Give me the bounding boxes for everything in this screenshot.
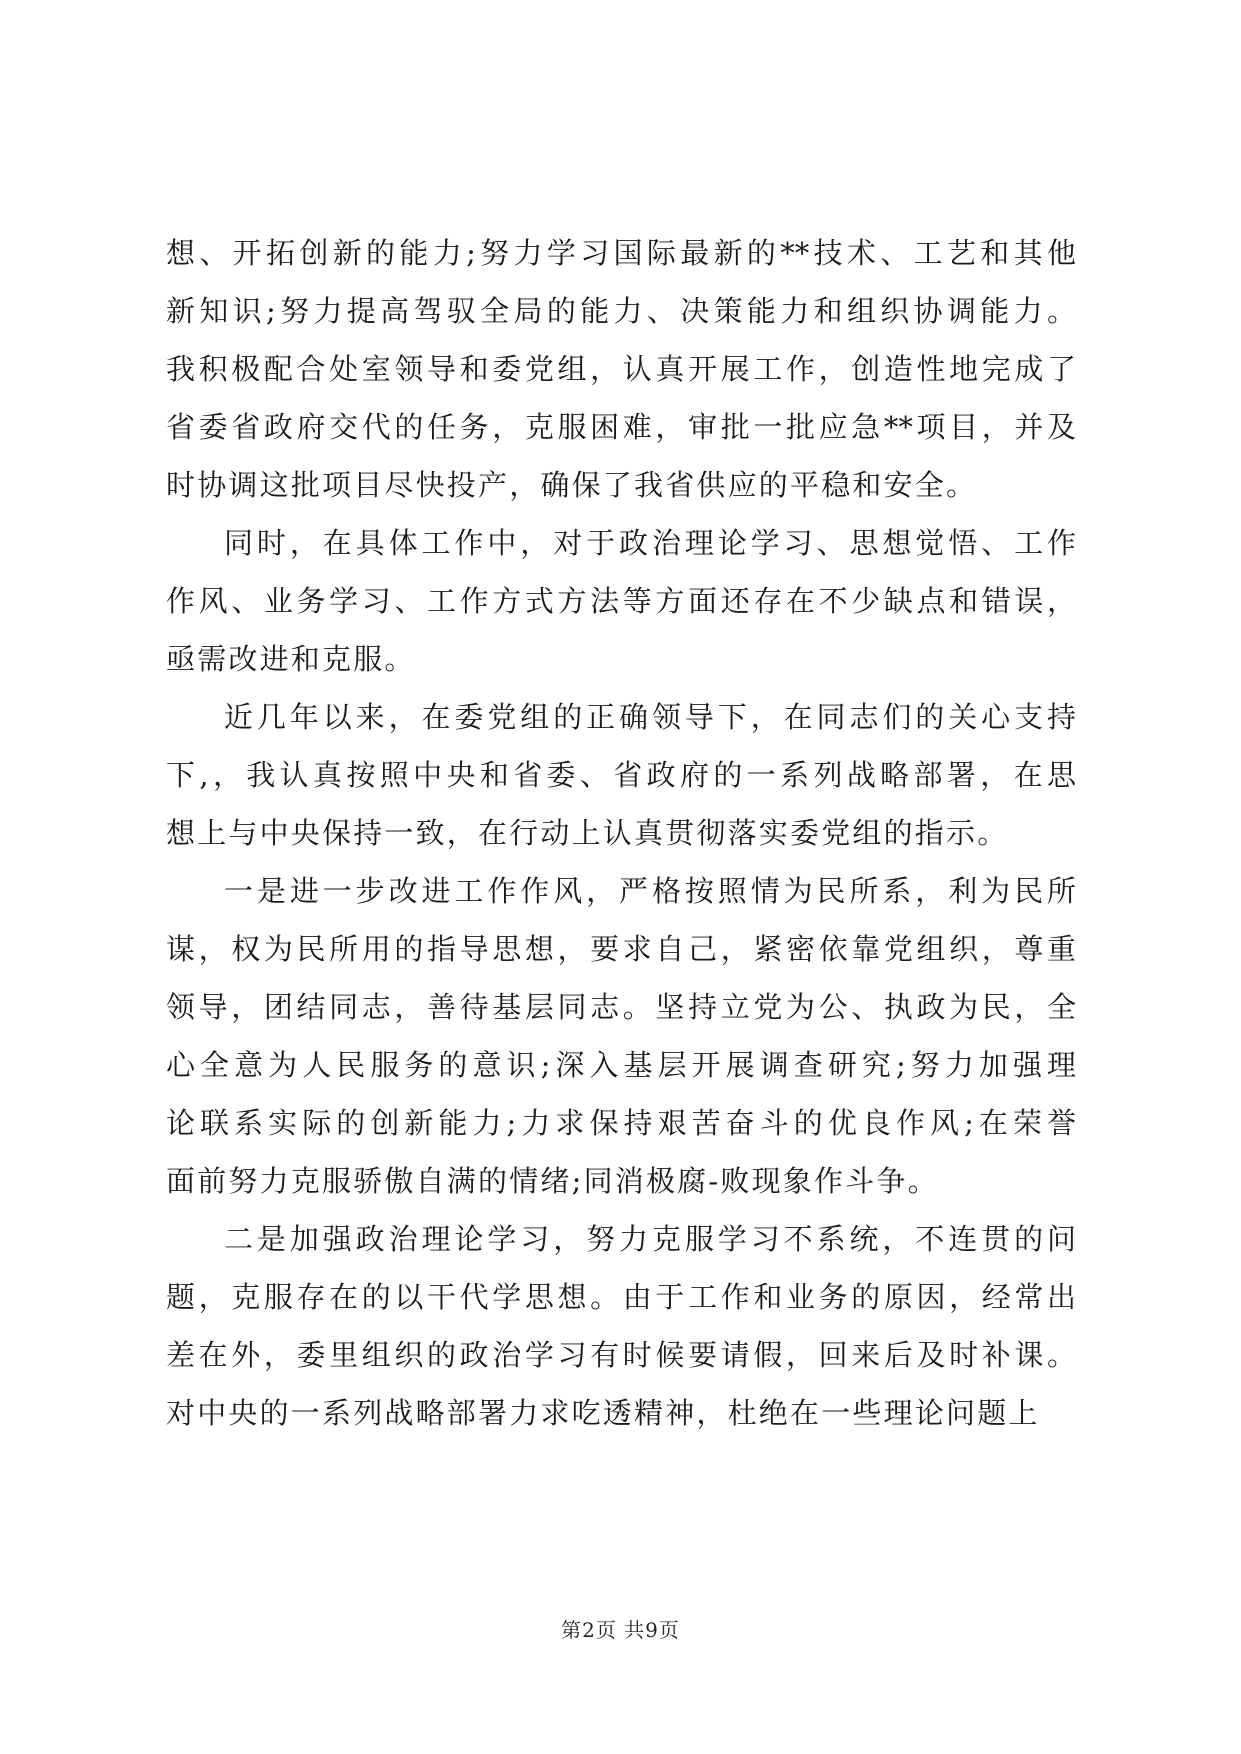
text-line: 亟需改进和克服。 (166, 642, 416, 676)
text-line: 想上与中央保持一致，在行动上认真贯彻落实委党组的指示。 (166, 816, 1009, 850)
text-line: 二是加强政治理论学习，努力克服学习不系统，不连贯的问 (224, 1222, 1076, 1256)
paragraph (166, 688, 1076, 862)
text-line: 下,，我认真按照中央和省委、省政府的一系列战略部署，在思 (166, 758, 1076, 792)
text-line: 时协调这批项目尽快投产，确保了我省供应的平稳和安全。 (166, 468, 978, 502)
text-line: 题，克服存在的以干代学思想。由于工作和业务的原因，经常出 (166, 1280, 1076, 1314)
page-footer: 第2页 共9页 (561, 1618, 680, 1642)
paragraph (166, 1210, 1076, 1442)
body-text (166, 224, 1076, 1442)
text-line: 论联系实际的创新能力;力求保持艰苦奋斗的优良作风;在荣誉 (166, 1106, 1076, 1140)
text-line: 作风、业务学习、工作方式方法等方面还存在不少缺点和错误， (166, 584, 1076, 618)
text-line: 对中央的一系列战略部署力求吃透精神，杜绝在一些理论问题上 (166, 1396, 1040, 1430)
text-line: 领导，团结同志，善待基层同志。坚持立党为公、执政为民，全 (166, 990, 1076, 1024)
text-line: 谋，权为民所用的指导思想，要求自己，紧密依靠党组织，尊重 (166, 932, 1076, 966)
text-line: 新知识;努力提高驾驭全局的能力、决策能力和组织协调能力。 (166, 294, 1076, 328)
text-line: 近几年以来，在委党组的正确领导下，在同志们的关心支持 (224, 700, 1076, 734)
text-line: 心全意为人民服务的意识;深入基层开展调查研究;努力加强理 (166, 1048, 1076, 1082)
paragraph (166, 514, 1076, 688)
text-line: 省委省政府交代的任务，克服困难，审批一批应急**项目，并及 (166, 410, 1076, 444)
text-line: 同时，在具体工作中，对于政治理论学习、思想觉悟、工作 (224, 526, 1076, 560)
text-line: 面前努力克服骄傲自满的情绪;同消极腐-败现象作斗争。 (166, 1164, 939, 1198)
text-line: 差在外，委里组织的政治学习有时候要请假，回来后及时补课。 (166, 1338, 1076, 1372)
paragraph (166, 224, 1076, 514)
text-line: 想、开拓创新的能力;努力学习国际最新的**技术、工艺和其他 (166, 236, 1076, 270)
text-line: 一是进一步改进工作作风，严格按照情为民所系，利为民所 (224, 874, 1076, 908)
paragraph (166, 862, 1076, 1210)
text-line: 我积极配合处室领导和委党组，认真开展工作，创造性地完成了 (166, 352, 1076, 386)
